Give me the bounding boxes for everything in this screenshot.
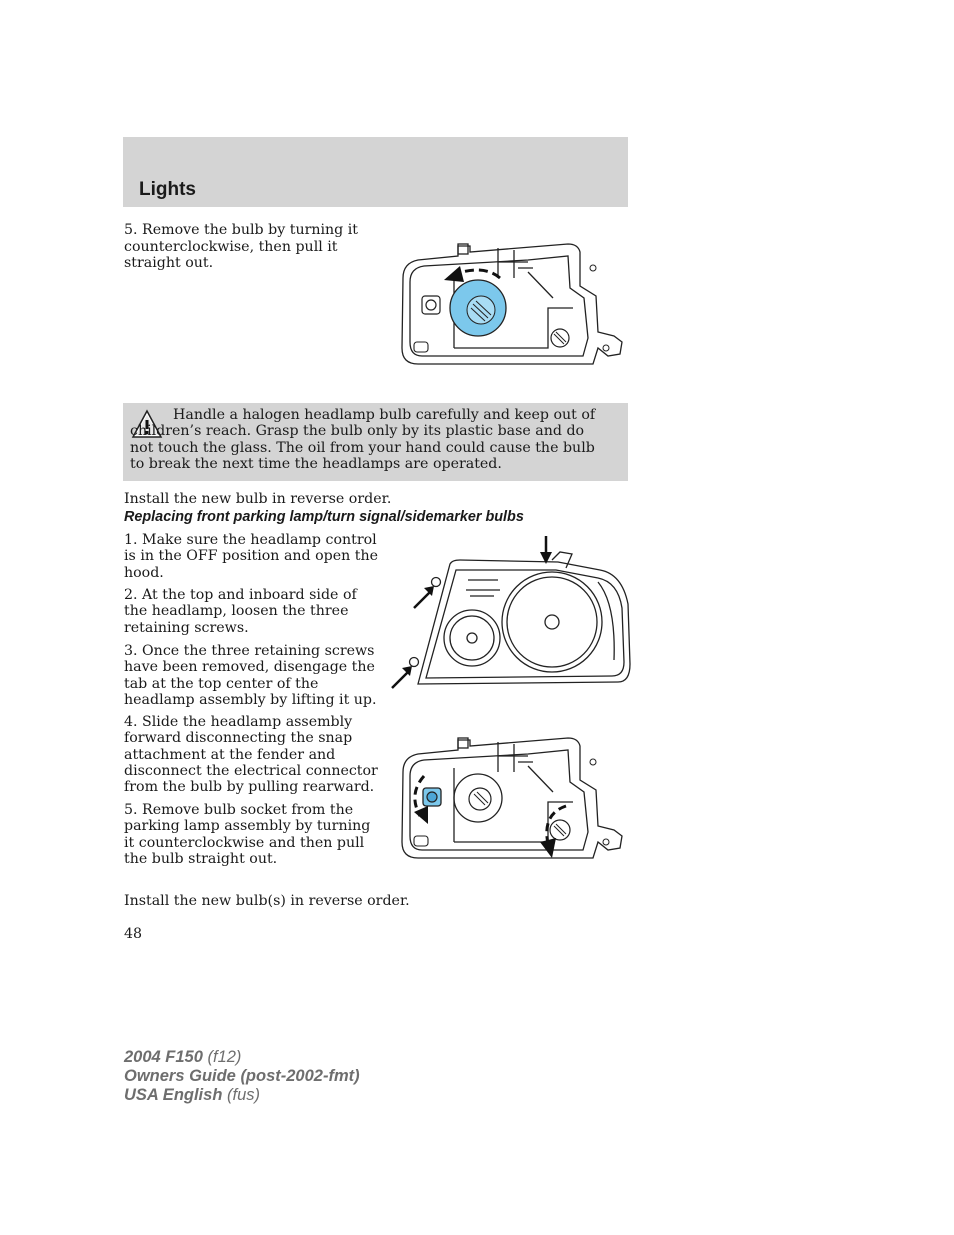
footer-guide: Owners Guide (post-2002-fmt) [124,1067,360,1085]
step-2: 2. At the top and inboard side of the headlamp, loosen the three retaining screws. [124,587,357,636]
section-subheading: Replacing front parking lamp/turn signal/sidemarker bulbs [124,509,524,525]
footer-language-line [124,1086,360,1105]
footer-language: USA English [124,1086,223,1104]
warning-box [123,403,628,481]
intro-step-text: 5. Remove the bulb by turning it counterclockwise, then pull it straight out. [124,222,359,271]
headlamp-rear-bulb-figure [398,238,630,370]
footer-language-code: (fus) [227,1086,260,1104]
warning-text: Handle a halogen headlamp bulb carefully and keep out of children’s reach. Grasp the bulb only by its plastic base and do not touch the glass. The oil from your hand could cause the bulb to break the next time the headlamps are operated. [130,407,596,472]
page-number: 48 [124,926,143,942]
section-header-band [123,137,628,207]
footer-model-code: (f12) [207,1048,242,1066]
headlamp-front-screws-figure [388,534,632,694]
step-1: 1. Make sure the headlamp control is in the OFF position and open the hood. [124,532,379,581]
step-4: 4. Slide the headlamp assembly forward disconnecting the snap attachment at the fender and disconnect the electrical connector from the bulb by pulling rearward. [124,714,378,796]
step-3: 3. Once the three retaining screws have been removed, disengage the tab at the top center of the headlamp assembly by lifting it up. [124,643,377,708]
install-note-1: Install the new bulb in reverse order. [124,491,392,507]
step-5: 5. Remove bulb socket from the parking lamp assembly by turning it counterclockwise and then pull the bulb straight out. [124,802,371,867]
footer-model: 2004 F150 [124,1048,203,1066]
section-title: Lights [139,179,196,200]
headlamp-rear-socket-figure [398,732,630,864]
document-footer [124,1048,360,1105]
footer-model-line [124,1048,360,1067]
install-note-2: Install the new bulb(s) in reverse order. [124,893,410,909]
